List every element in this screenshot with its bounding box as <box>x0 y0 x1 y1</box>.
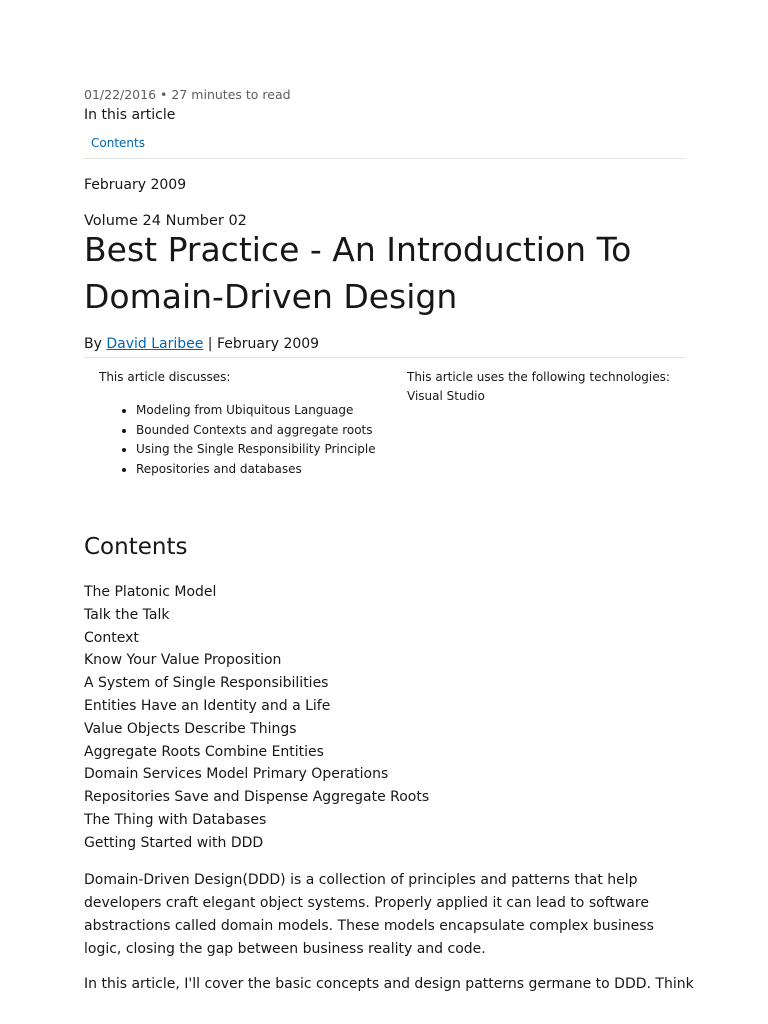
in-this-article-label: In this article <box>84 107 176 123</box>
toc-item[interactable]: The Thing with Databases <box>84 811 267 828</box>
byline-date: | February 2009 <box>203 336 320 352</box>
list-item: • Repositories and databases <box>136 460 376 480</box>
meta-separator: • <box>160 87 168 102</box>
discusses-list <box>99 401 376 479</box>
issue-date: February 2009 <box>84 177 187 193</box>
body-paragraph: In this article, I'll cover the basic concepts and design patterns germane to DDD. Think <box>84 976 694 992</box>
read-time: 27 minutes to read <box>171 87 291 102</box>
publish-date: 01/22/2016 <box>84 87 157 102</box>
divider <box>84 357 686 358</box>
contents-heading: Contents <box>84 534 188 560</box>
toc-item[interactable]: Repositories Save and Dispense Aggregate Roots <box>84 789 430 806</box>
article-title: Best Practice - An Introduction To Domain-Driven Design <box>84 230 632 316</box>
list-item: • Modeling from Ubiquitous Language <box>136 401 376 421</box>
list-item: • Bounded Contexts and aggregate roots <box>136 421 376 441</box>
toc-item[interactable]: Entities Have an Identity and a Life <box>84 697 331 714</box>
toc-item[interactable]: Know Your Value Proposition <box>84 652 282 669</box>
author-link[interactable]: David Laribee <box>106 336 204 352</box>
toc-item[interactable]: Domain Services Model Primary Operations <box>84 766 389 783</box>
byline <box>84 336 319 352</box>
toc-item[interactable]: Value Objects Describe Things <box>84 720 297 737</box>
byline-prefix: By <box>84 336 102 352</box>
volume-number: Volume 24 Number 02 <box>84 213 247 229</box>
toc-item[interactable]: Getting Started with DDD <box>84 834 264 851</box>
discusses-heading: This article discusses: <box>99 370 231 384</box>
toc-item[interactable]: Aggregate Roots Combine Entities <box>84 743 324 760</box>
technologies-heading: This article uses the following technologies: <box>407 370 670 384</box>
toc-item[interactable]: Talk the Talk <box>84 606 170 623</box>
contents-anchor-link[interactable]: Contents <box>91 136 145 150</box>
table-of-contents <box>84 581 429 855</box>
technologies-value: Visual Studio <box>407 389 485 403</box>
list-item: • Using the Single Responsibility Principle <box>136 440 376 460</box>
toc-item[interactable]: A System of Single Responsibilities <box>84 675 329 692</box>
article-metadata <box>84 87 291 102</box>
toc-item[interactable]: The Platonic Model <box>84 584 217 600</box>
divider <box>84 158 686 159</box>
toc-item[interactable]: Context <box>84 629 139 646</box>
body-paragraph: Domain-Driven Design(DDD) is a collection of principles and patterns that help developers craft elegant object systems. Properly applied it can lead to software abstractions called domain models. These models encapsulate complex business logic, closing the gap between business reality and code. <box>84 872 654 957</box>
